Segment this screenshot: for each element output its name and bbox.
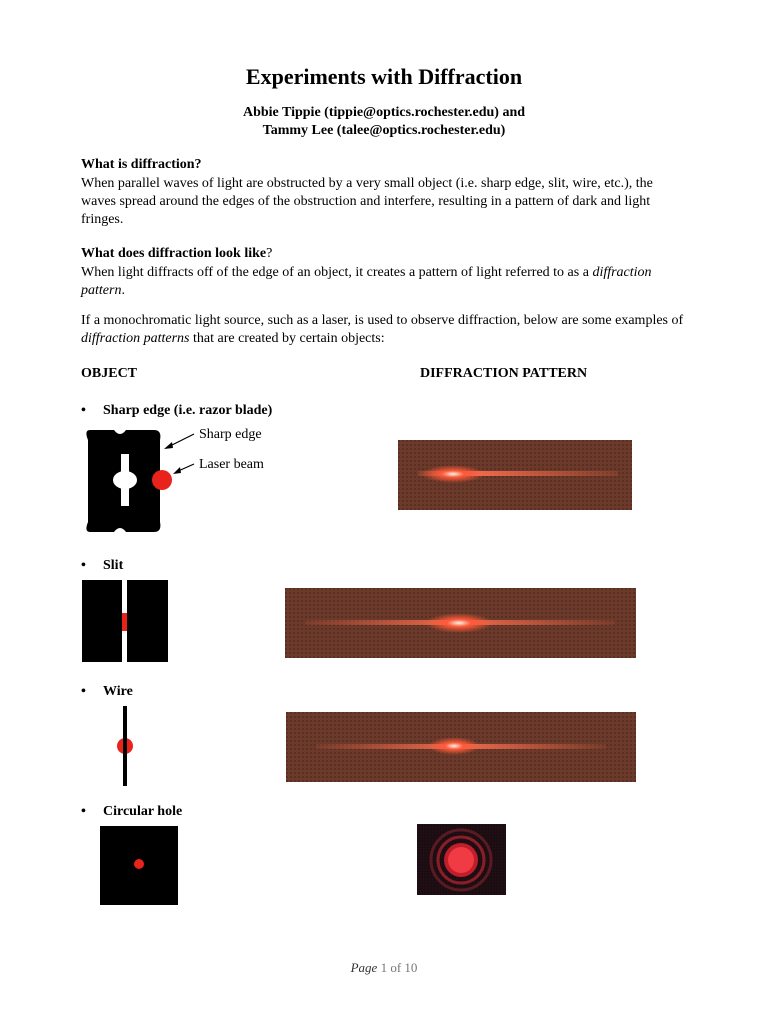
wire-illustration [110, 706, 142, 788]
section-body-examples [81, 312, 691, 348]
laser-beam-spot [122, 613, 127, 631]
diffraction-pattern-circular-hole [417, 824, 506, 895]
section-body-what-is: When parallel waves of light are obstructed by a very small object (i.e. sharp edge, slit, wire, etc.), the waves spread around the edges of the obstruction and interfere, resulting in a pattern of dark and light fringes. [81, 176, 653, 227]
heading-suffix: ? [266, 246, 273, 261]
section-heading-what-is: What is diffraction? [81, 157, 202, 172]
page-total: 10 [404, 960, 418, 975]
arrowhead-icon [164, 442, 173, 449]
item-label: Circular hole [103, 804, 183, 819]
wire-line [123, 706, 127, 786]
author-line-1: Abbie Tippie (tippie@optics.rochester.edu) and [242, 105, 526, 120]
diffraction-pattern-wire [286, 712, 636, 782]
list-item [81, 684, 133, 700]
page-number: 1 [380, 960, 388, 975]
page-footer [0, 960, 768, 976]
body-term: diffraction patterns [81, 331, 190, 346]
central-airy-disk [448, 847, 474, 873]
slit-left-plate [82, 580, 122, 662]
body-start: When light diffracts off of the edge of an object, it creates a pattern of light referred to as a [81, 265, 593, 280]
slit-right-plate [127, 580, 168, 662]
item-label: Sharp edge (i.e. razor blade) [103, 403, 273, 418]
authors [0, 104, 768, 140]
section-heading-look-like [81, 246, 272, 262]
list-item [81, 558, 123, 574]
slit-illustration [82, 580, 168, 662]
item-label: Slit [103, 558, 124, 573]
blade-hole [113, 471, 137, 489]
item-label: Wire [103, 684, 133, 699]
list-item [81, 403, 272, 419]
diffraction-pattern-slit [285, 588, 636, 658]
central-bright-spot [428, 737, 480, 755]
column-header-pattern: DIFFRACTION PATTERN [420, 366, 588, 381]
document-title: Experiments with Diffraction [245, 64, 523, 89]
diffraction-pattern-sharp-edge [398, 440, 632, 510]
central-bright-spot [425, 613, 493, 633]
body-end: . [121, 283, 125, 298]
circular-hole-illustration [100, 826, 178, 905]
body-start: If a monochromatic light source, such as a laser, is used to observe diffraction, below are some examples of [81, 313, 684, 328]
bullet-glyph: • [81, 558, 86, 573]
bullet-glyph: • [81, 403, 86, 418]
arrowhead-icon [173, 467, 181, 474]
page-word: Page [350, 960, 378, 975]
section-body-look-like [81, 264, 691, 300]
central-bright-spot [421, 465, 485, 483]
heading-text: What does diffraction look like [81, 246, 267, 261]
body-term: diffraction pattern [81, 265, 652, 298]
callout-sharp-edge: Sharp edge [199, 427, 262, 442]
bullet-glyph: • [81, 804, 86, 819]
column-header-object: OBJECT [81, 366, 138, 381]
laser-beam-spot [134, 859, 144, 869]
of-word: of [390, 960, 402, 975]
laser-beam-spot [152, 470, 172, 490]
list-item [81, 804, 182, 820]
razor-blade-illustration [84, 428, 284, 538]
bullet-glyph: • [81, 684, 86, 699]
callout-laser-beam: Laser beam [199, 457, 264, 472]
author-line-2: Tammy Lee (talee@optics.rochester.edu) [262, 123, 506, 138]
body-end: that are created by certain objects: [189, 331, 385, 346]
